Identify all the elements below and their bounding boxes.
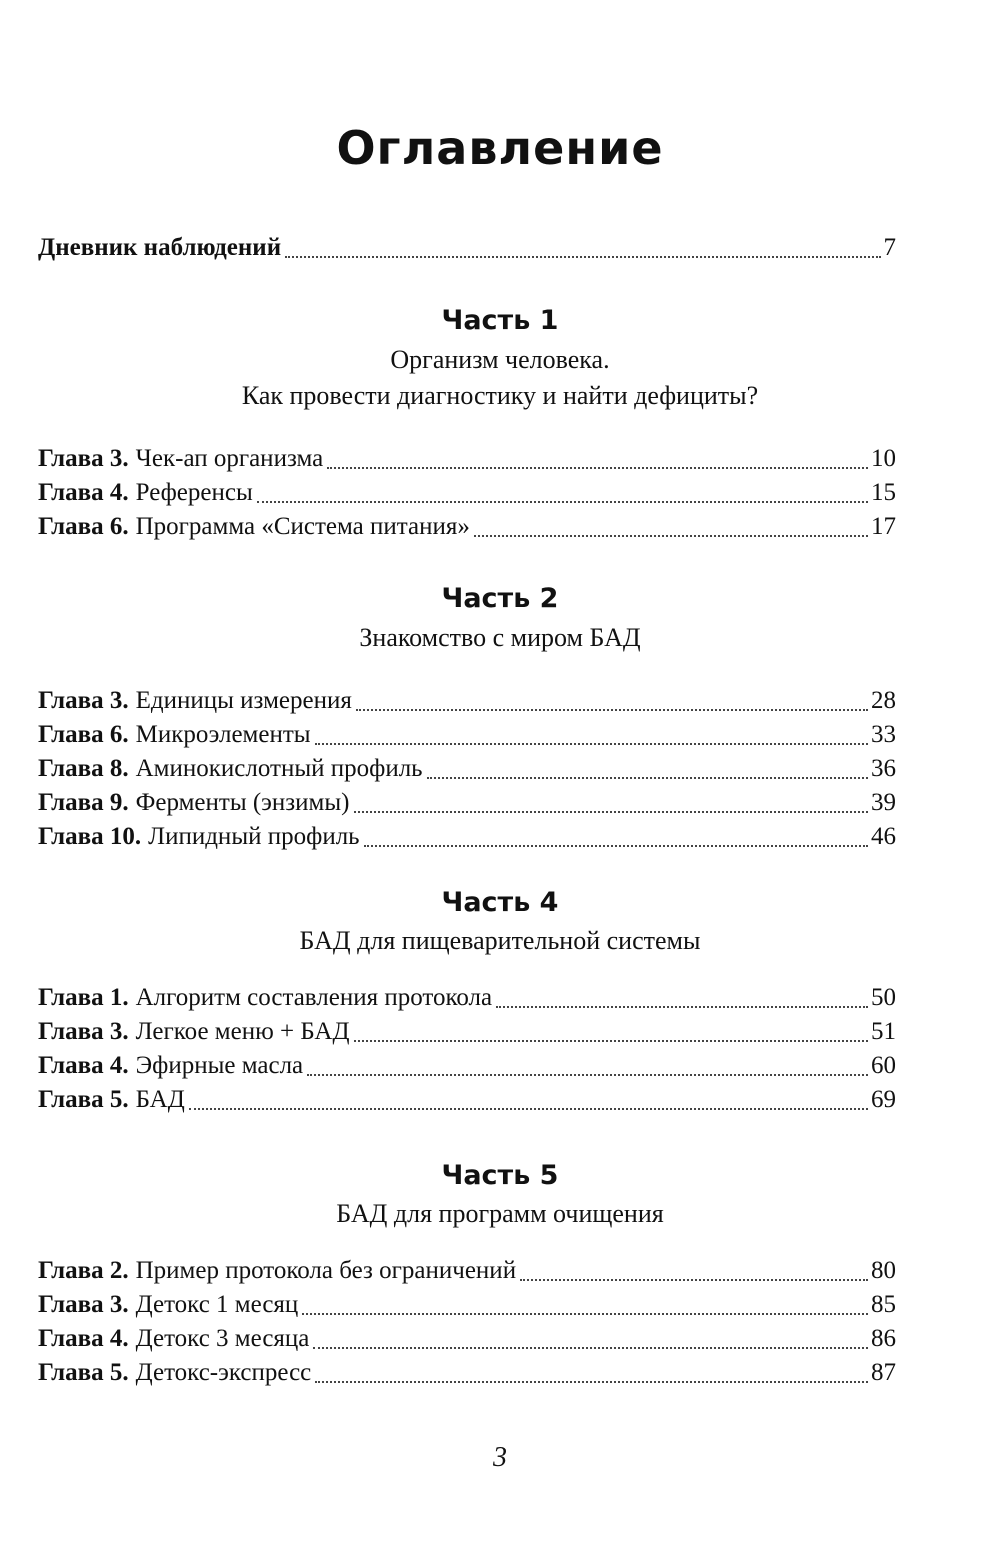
chapter-number: Глава 5. (38, 1086, 129, 1113)
dot-leader (302, 1312, 868, 1315)
part-5-title: Часть 5 (441, 1160, 559, 1191)
toc-entry[interactable] (38, 1356, 896, 1390)
dot-leader (474, 534, 868, 537)
chapter-name: Единицы измерения (135, 687, 352, 714)
chapter-page: 51 (871, 1018, 896, 1045)
toc-entry[interactable] (38, 1254, 896, 1288)
toc-entry-name: Дневник наблюдений (38, 234, 282, 261)
chapter-number: Глава 3. (38, 1291, 129, 1318)
dot-leader (307, 1073, 868, 1076)
part-1-subtitle-line-1: Организм человека. (390, 345, 610, 374)
part-1-title: Часть 1 (441, 305, 559, 336)
toc-entry-intro[interactable] (38, 231, 896, 265)
chapter-name: Аминокислотный профиль (135, 755, 423, 782)
chapter-name: Детокс-экспресс (135, 1359, 312, 1386)
chapter-page: 69 (871, 1086, 896, 1113)
chapter-name: Детокс 3 месяца (135, 1325, 310, 1352)
chapter-page: 28 (871, 687, 896, 714)
chapter-name: Чек-ап организма (135, 445, 324, 472)
page-number: 3 (493, 1442, 507, 1473)
chapter-name: Эфирные масла (135, 1052, 304, 1079)
toc-entry[interactable] (38, 510, 896, 544)
chapter-name: Референсы (135, 479, 253, 506)
toc-entry[interactable] (38, 718, 896, 752)
toc-entry[interactable] (38, 476, 896, 510)
dot-leader (285, 255, 880, 258)
chapter-page: 10 (871, 445, 896, 472)
part-4-subtitle: БАД для пищеварительной системы (299, 926, 701, 955)
chapter-number: Глава 9. (38, 789, 129, 816)
chapter-number: Глава 4. (38, 1325, 129, 1352)
chapter-page: 33 (871, 721, 896, 748)
toc-entry[interactable] (38, 442, 896, 476)
chapter-page: 60 (871, 1052, 896, 1079)
toc-entry[interactable] (38, 981, 896, 1015)
dot-leader (313, 1346, 868, 1349)
chapter-number: Глава 4. (38, 1052, 129, 1079)
chapter-page: 39 (871, 789, 896, 816)
chapter-name: Программа «Система питания» (135, 513, 470, 540)
dot-leader (315, 742, 868, 745)
part-2-title: Часть 2 (441, 583, 559, 614)
toc-entry[interactable] (38, 1015, 896, 1049)
chapter-page: 80 (871, 1257, 896, 1284)
chapter-name: Алгоритм составления протокола (135, 984, 493, 1011)
dot-leader (520, 1278, 868, 1281)
chapter-number: Глава 3. (38, 1018, 129, 1045)
chapter-page: 17 (871, 513, 896, 540)
chapter-name: Легкое меню + БАД (135, 1018, 350, 1045)
dot-leader (257, 500, 868, 503)
toc-entry[interactable] (38, 1049, 896, 1083)
chapter-number: Глава 5. (38, 1359, 129, 1386)
chapter-number: Глава 1. (38, 984, 129, 1011)
chapter-number: Глава 3. (38, 445, 129, 472)
toc-entry[interactable] (38, 1083, 896, 1117)
dot-leader (315, 1380, 868, 1383)
part-5-subtitle: БАД для программ очищения (336, 1199, 664, 1228)
toc-entry[interactable] (38, 684, 896, 718)
chapter-number: Глава 6. (38, 721, 129, 748)
chapter-page: 85 (871, 1291, 896, 1318)
toc-entry[interactable] (38, 1288, 896, 1322)
chapter-name: Детокс 1 месяц (135, 1291, 299, 1318)
chapter-page: 36 (871, 755, 896, 782)
chapter-name: Липидный профиль (148, 823, 360, 850)
dot-leader (327, 466, 868, 469)
chapter-number: Глава 2. (38, 1257, 129, 1284)
chapter-name: Микроэлементы (135, 721, 311, 748)
toc-entry[interactable] (38, 1322, 896, 1356)
part-2-subtitle: Знакомство с миром БАД (359, 623, 641, 652)
chapter-page: 87 (871, 1359, 896, 1386)
dot-leader (496, 1005, 868, 1008)
dot-leader (427, 776, 868, 779)
toc-entry[interactable] (38, 786, 896, 820)
dot-leader (354, 1039, 869, 1042)
chapter-name: БАД (135, 1086, 185, 1113)
part-1-subtitle-line-2: Как провести диагностику и найти дефициты? (241, 381, 759, 410)
chapter-name: Ферменты (энзимы) (135, 789, 350, 816)
chapter-number: Глава 10. (38, 823, 142, 850)
chapter-page: 46 (871, 823, 896, 850)
chapter-number: Глава 3. (38, 687, 129, 714)
toc-entry[interactable] (38, 820, 896, 854)
dot-leader (189, 1107, 868, 1110)
chapter-page: 86 (871, 1325, 896, 1352)
dot-leader (356, 708, 868, 711)
chapter-name: Пример протокола без ограничений (135, 1257, 517, 1284)
chapter-page: 50 (871, 984, 896, 1011)
toc-entry-page: 7 (883, 234, 896, 261)
chapter-number: Глава 8. (38, 755, 129, 782)
chapter-number: Глава 6. (38, 513, 129, 540)
dot-leader (354, 810, 869, 813)
page-title: Оглавление (336, 121, 664, 175)
part-4-title: Часть 4 (441, 887, 559, 918)
chapter-number: Глава 4. (38, 479, 129, 506)
chapter-page: 15 (871, 479, 896, 506)
toc-entry[interactable] (38, 752, 896, 786)
dot-leader (364, 844, 868, 847)
